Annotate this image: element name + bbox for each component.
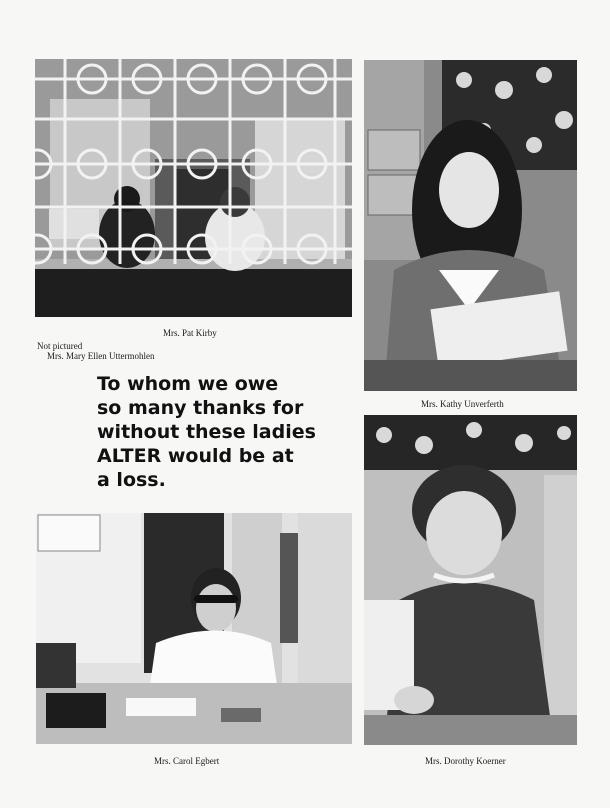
not-pictured-note <box>37 341 154 361</box>
headline-line-1: To whom we owe <box>97 373 279 395</box>
headline-line-3: without these ladies <box>97 421 316 443</box>
caption-kathy-unverferth: Mrs. Kathy Unverferth <box>421 399 504 409</box>
not-pictured-label: Not pictured <box>37 341 83 351</box>
photo-office-window <box>35 59 352 317</box>
photo-kathy-unverferth <box>364 60 577 391</box>
caption-pat-kirby: Mrs. Pat Kirby <box>163 328 217 338</box>
kathy-portrait-illustration <box>364 60 577 391</box>
office-window-illustration <box>35 59 352 317</box>
headline-thanks <box>97 372 357 492</box>
carol-portrait-illustration <box>36 513 352 744</box>
dorothy-portrait-illustration <box>364 415 577 745</box>
headline-line-5: a loss. <box>97 469 166 491</box>
headline-line-2: so many thanks for <box>97 397 304 419</box>
photo-dorothy-koerner <box>364 415 577 745</box>
caption-dorothy-koerner: Mrs. Dorothy Koerner <box>425 756 506 766</box>
caption-carol-egbert: Mrs. Carol Egbert <box>154 756 220 766</box>
headline-line-4: ALTER would be at <box>97 445 294 467</box>
photo-carol-egbert <box>36 513 352 744</box>
not-pictured-name: Mrs. Mary Ellen Uttermohlen <box>47 351 155 361</box>
